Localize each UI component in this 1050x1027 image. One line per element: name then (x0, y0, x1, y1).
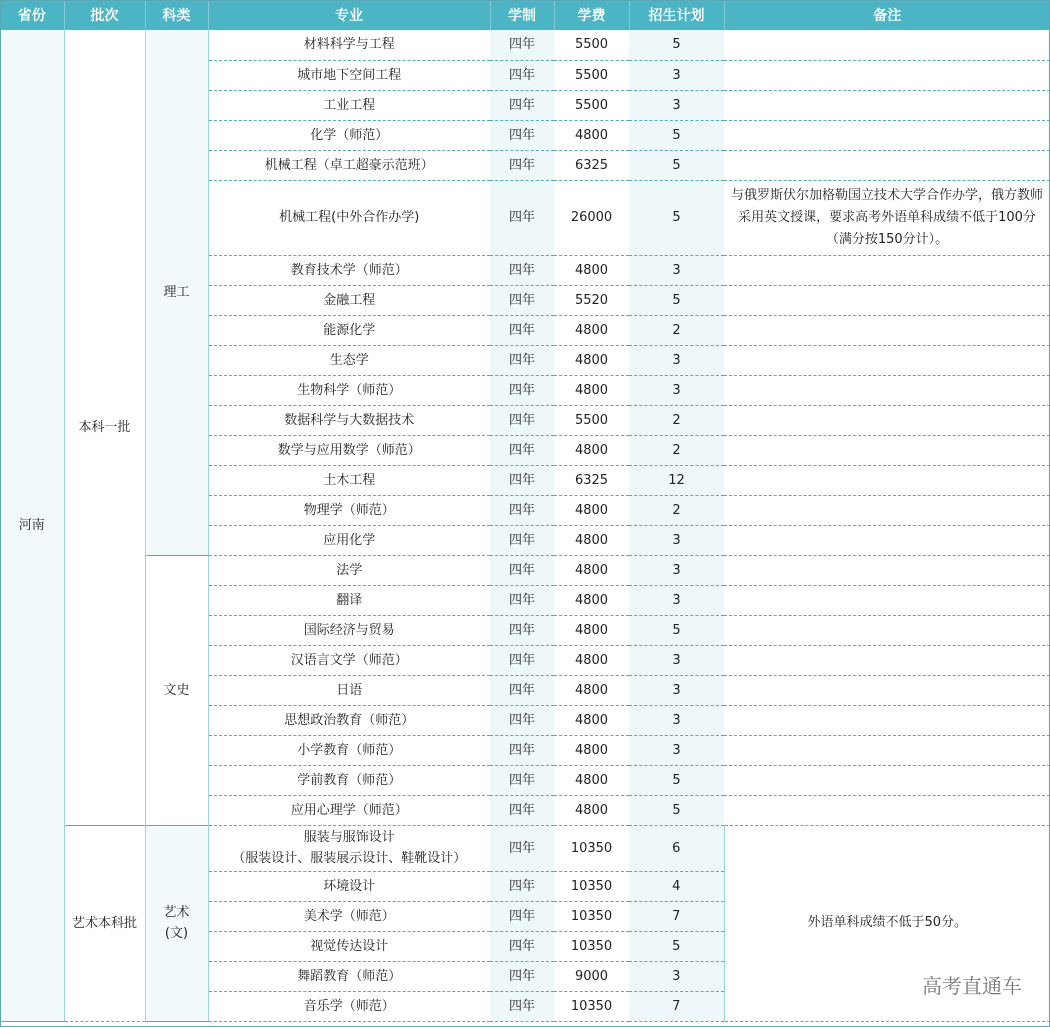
major-cell (208, 120, 490, 150)
batch-cell: 本科一批 (64, 30, 145, 825)
category-cell (145, 825, 208, 1021)
note-cell: 外语单科成绩不低于50分。 (724, 825, 1050, 1021)
tuition-cell: 4800 (554, 705, 629, 735)
category-line: (文) (164, 926, 189, 941)
plan-cell: 6 (629, 825, 724, 871)
tuition-cell: 4800 (554, 345, 629, 375)
note-cell (724, 765, 1050, 795)
major-cell (208, 375, 490, 405)
header-duration: 学制 (490, 0, 554, 30)
duration-cell: 四年 (490, 120, 554, 150)
duration-cell: 四年 (490, 931, 554, 961)
category-line: 艺术 (163, 905, 190, 920)
major-name: 小学教育（师范） (297, 742, 402, 758)
tuition-cell: 4800 (554, 555, 629, 585)
tuition-cell: 4800 (554, 315, 629, 345)
major-name: 化学（师范） (310, 127, 389, 143)
duration-cell: 四年 (490, 901, 554, 931)
note-cell: 与俄罗斯伏尔加格勒国立技术大学合作办学，俄方教师采用英文授课，要求高考外语单科成绩不低于100分（满分按150分计）。 (724, 180, 1050, 255)
major-cell (208, 525, 490, 555)
plan-cell: 2 (629, 405, 724, 435)
note-cell (724, 90, 1050, 120)
duration-cell: 四年 (490, 555, 554, 585)
note-cell (724, 795, 1050, 825)
plan-cell: 5 (629, 30, 724, 60)
note-cell (724, 120, 1050, 150)
plan-cell: 5 (629, 150, 724, 180)
duration-cell: 四年 (490, 525, 554, 555)
note-cell (724, 465, 1050, 495)
plan-cell: 5 (629, 615, 724, 645)
plan-cell: 3 (629, 60, 724, 90)
tuition-cell: 4800 (554, 120, 629, 150)
major-cell (208, 150, 490, 180)
duration-cell: 四年 (490, 871, 554, 901)
major-cell (208, 495, 490, 525)
tuition-cell: 4800 (554, 645, 629, 675)
table-body (0, 30, 1050, 1021)
major-name: 数学与应用数学（师范） (277, 442, 421, 458)
tuition-cell: 4800 (554, 795, 629, 825)
duration-cell: 四年 (490, 315, 554, 345)
tuition-cell: 5520 (554, 285, 629, 315)
major-name: 物理学（师范） (303, 502, 395, 518)
major-name: 能源化学 (323, 322, 376, 338)
duration-cell: 四年 (490, 255, 554, 285)
duration-cell: 四年 (490, 675, 554, 705)
watermark: 高考直通车 (922, 974, 1022, 998)
plan-cell: 2 (629, 315, 724, 345)
major-name: 机械工程（卓工超豪示范班） (264, 157, 434, 173)
tuition-cell: 4800 (554, 735, 629, 765)
plan-cell: 5 (629, 931, 724, 961)
table-row (0, 555, 1050, 585)
major-name: 机械工程(中外合作办学) (279, 210, 420, 225)
note-cell (724, 30, 1050, 60)
category-cell: 文史 (145, 555, 208, 825)
note-cell (724, 375, 1050, 405)
major-name: 土木工程 (323, 472, 376, 488)
major-name: 城市地下空间工程 (297, 67, 402, 83)
major-name: 音乐学（师范） (303, 998, 395, 1014)
note-cell (724, 405, 1050, 435)
major-name: 法学 (336, 562, 363, 578)
major-name: 美术学（师范） (303, 908, 395, 924)
note-cell (724, 345, 1050, 375)
tuition-cell: 26000 (554, 180, 629, 255)
note-cell (724, 285, 1050, 315)
note-cell (724, 705, 1050, 735)
table-row (0, 825, 1050, 871)
note-cell (724, 315, 1050, 345)
major-cell (208, 795, 490, 825)
plan-cell: 3 (629, 555, 724, 585)
header-batch: 批次 (64, 0, 145, 30)
plan-cell: 5 (629, 180, 724, 255)
major-name: 金融工程 (323, 292, 376, 308)
major-name: 日语 (336, 682, 363, 698)
tuition-cell: 4800 (554, 495, 629, 525)
plan-cell: 3 (629, 255, 724, 285)
major-name: 视觉传达设计 (310, 938, 389, 954)
plan-cell: 3 (629, 525, 724, 555)
duration-cell: 四年 (490, 825, 554, 871)
tuition-cell: 10350 (554, 991, 629, 1021)
duration-cell: 四年 (490, 60, 554, 90)
duration-cell: 四年 (490, 961, 554, 991)
tuition-cell: 5500 (554, 30, 629, 60)
major-detail: （服装设计、服装展示设计、鞋靴设计） (232, 851, 467, 866)
major-cell (208, 991, 490, 1021)
tuition-cell: 10350 (554, 825, 629, 871)
major-name: 应用心理学（师范） (290, 802, 408, 818)
note-cell (724, 735, 1050, 765)
major-cell (208, 315, 490, 345)
plan-cell: 3 (629, 735, 724, 765)
duration-cell: 四年 (490, 735, 554, 765)
plan-cell: 12 (629, 465, 724, 495)
category-cell: 理工 (145, 30, 208, 555)
duration-cell: 四年 (490, 615, 554, 645)
tuition-cell: 5500 (554, 405, 629, 435)
duration-cell: 四年 (490, 435, 554, 465)
plan-cell: 2 (629, 495, 724, 525)
duration-cell: 四年 (490, 465, 554, 495)
note-cell (724, 150, 1050, 180)
header-province: 省份 (0, 0, 64, 30)
tuition-cell: 4800 (554, 255, 629, 285)
major-cell (208, 871, 490, 901)
major-cell (208, 675, 490, 705)
duration-cell: 四年 (490, 495, 554, 525)
major-name: 应用化学 (323, 532, 376, 548)
plan-cell: 3 (629, 345, 724, 375)
major-cell (208, 345, 490, 375)
major-cell (208, 60, 490, 90)
major-cell (208, 285, 490, 315)
note-cell (724, 645, 1050, 675)
note-cell (724, 555, 1050, 585)
major-cell (208, 30, 490, 60)
duration-cell: 四年 (490, 150, 554, 180)
major-cell (208, 901, 490, 931)
major-cell (208, 961, 490, 991)
major-name: 材料科学与工程 (303, 37, 395, 53)
tuition-cell: 5500 (554, 60, 629, 90)
duration-cell: 四年 (490, 30, 554, 60)
tuition-cell: 4800 (554, 765, 629, 795)
plan-cell: 4 (629, 871, 724, 901)
major-cell (208, 585, 490, 615)
major-name: 教育技术学（师范） (290, 262, 408, 278)
major-name: 服装与服饰设计 (303, 830, 395, 845)
major-cell (208, 435, 490, 465)
major-name: 汉语言文学（师范） (290, 652, 408, 668)
tuition-cell: 4800 (554, 525, 629, 555)
plan-cell: 3 (629, 375, 724, 405)
major-cell (208, 735, 490, 765)
major-cell (208, 645, 490, 675)
major-cell (208, 555, 490, 585)
plan-cell: 3 (629, 961, 724, 991)
plan-cell: 3 (629, 705, 724, 735)
note-cell (724, 525, 1050, 555)
plan-cell: 2 (629, 435, 724, 465)
tuition-cell: 10350 (554, 871, 629, 901)
duration-cell: 四年 (490, 705, 554, 735)
duration-cell: 四年 (490, 375, 554, 405)
major-cell (208, 825, 490, 871)
note-cell (724, 615, 1050, 645)
major-name: 舞蹈教育（师范） (297, 968, 402, 984)
major-name: 数据科学与大数据技术 (284, 412, 415, 428)
plan-cell: 7 (629, 991, 724, 1021)
note-cell (724, 255, 1050, 285)
plan-cell: 3 (629, 90, 724, 120)
plan-cell: 3 (629, 645, 724, 675)
major-cell (208, 255, 490, 285)
major-name: 思想政治教育（师范） (284, 712, 415, 728)
major-cell (208, 765, 490, 795)
header-category: 科类 (145, 0, 208, 30)
duration-cell: 四年 (490, 285, 554, 315)
duration-cell: 四年 (490, 765, 554, 795)
duration-cell: 四年 (490, 645, 554, 675)
tuition-cell: 4800 (554, 375, 629, 405)
tuition-cell: 4800 (554, 615, 629, 645)
plan-cell: 5 (629, 120, 724, 150)
tuition-cell: 10350 (554, 901, 629, 931)
major-cell (208, 405, 490, 435)
header-tuition: 学费 (554, 0, 629, 30)
note-cell (724, 60, 1050, 90)
tuition-cell: 4800 (554, 675, 629, 705)
major-name: 工业工程 (323, 97, 376, 113)
province-cell: 河南 (0, 30, 64, 1021)
major-cell (208, 931, 490, 961)
major-cell (208, 615, 490, 645)
major-cell (208, 90, 490, 120)
tuition-cell: 6325 (554, 465, 629, 495)
plan-cell: 3 (629, 585, 724, 615)
duration-cell: 四年 (490, 585, 554, 615)
note-cell (724, 435, 1050, 465)
major-name: 学前教育（师范） (297, 772, 402, 788)
note-cell (724, 495, 1050, 525)
plan-cell: 5 (629, 765, 724, 795)
tuition-cell: 5500 (554, 90, 629, 120)
duration-cell: 四年 (490, 345, 554, 375)
major-name: 国际经济与贸易 (303, 622, 395, 638)
duration-cell: 四年 (490, 90, 554, 120)
major-cell (208, 465, 490, 495)
duration-cell: 四年 (490, 405, 554, 435)
batch-cell: 艺术本科批 (64, 825, 145, 1021)
tuition-cell: 10350 (554, 931, 629, 961)
major-name: 翻译 (336, 592, 363, 608)
header-major: 专业 (208, 0, 490, 30)
note-cell (724, 675, 1050, 705)
plan-cell: 5 (629, 285, 724, 315)
duration-cell: 四年 (490, 180, 554, 255)
table-row (0, 30, 1050, 60)
header-plan: 招生计划 (629, 0, 724, 30)
tuition-cell: 4800 (554, 435, 629, 465)
tuition-cell: 4800 (554, 585, 629, 615)
major-name: 生物科学（师范） (297, 382, 402, 398)
header-row (0, 0, 1050, 30)
major-cell (208, 705, 490, 735)
major-name: 环境设计 (323, 878, 376, 894)
plan-cell: 3 (629, 675, 724, 705)
tuition-cell: 6325 (554, 150, 629, 180)
note-cell (724, 585, 1050, 615)
plan-cell: 5 (629, 795, 724, 825)
duration-cell: 四年 (490, 795, 554, 825)
major-name: 生态学 (329, 352, 369, 368)
plan-cell: 7 (629, 901, 724, 931)
major-cell (208, 180, 490, 255)
header-notes: 备注 (724, 0, 1050, 30)
tuition-cell: 9000 (554, 961, 629, 991)
duration-cell: 四年 (490, 991, 554, 1021)
